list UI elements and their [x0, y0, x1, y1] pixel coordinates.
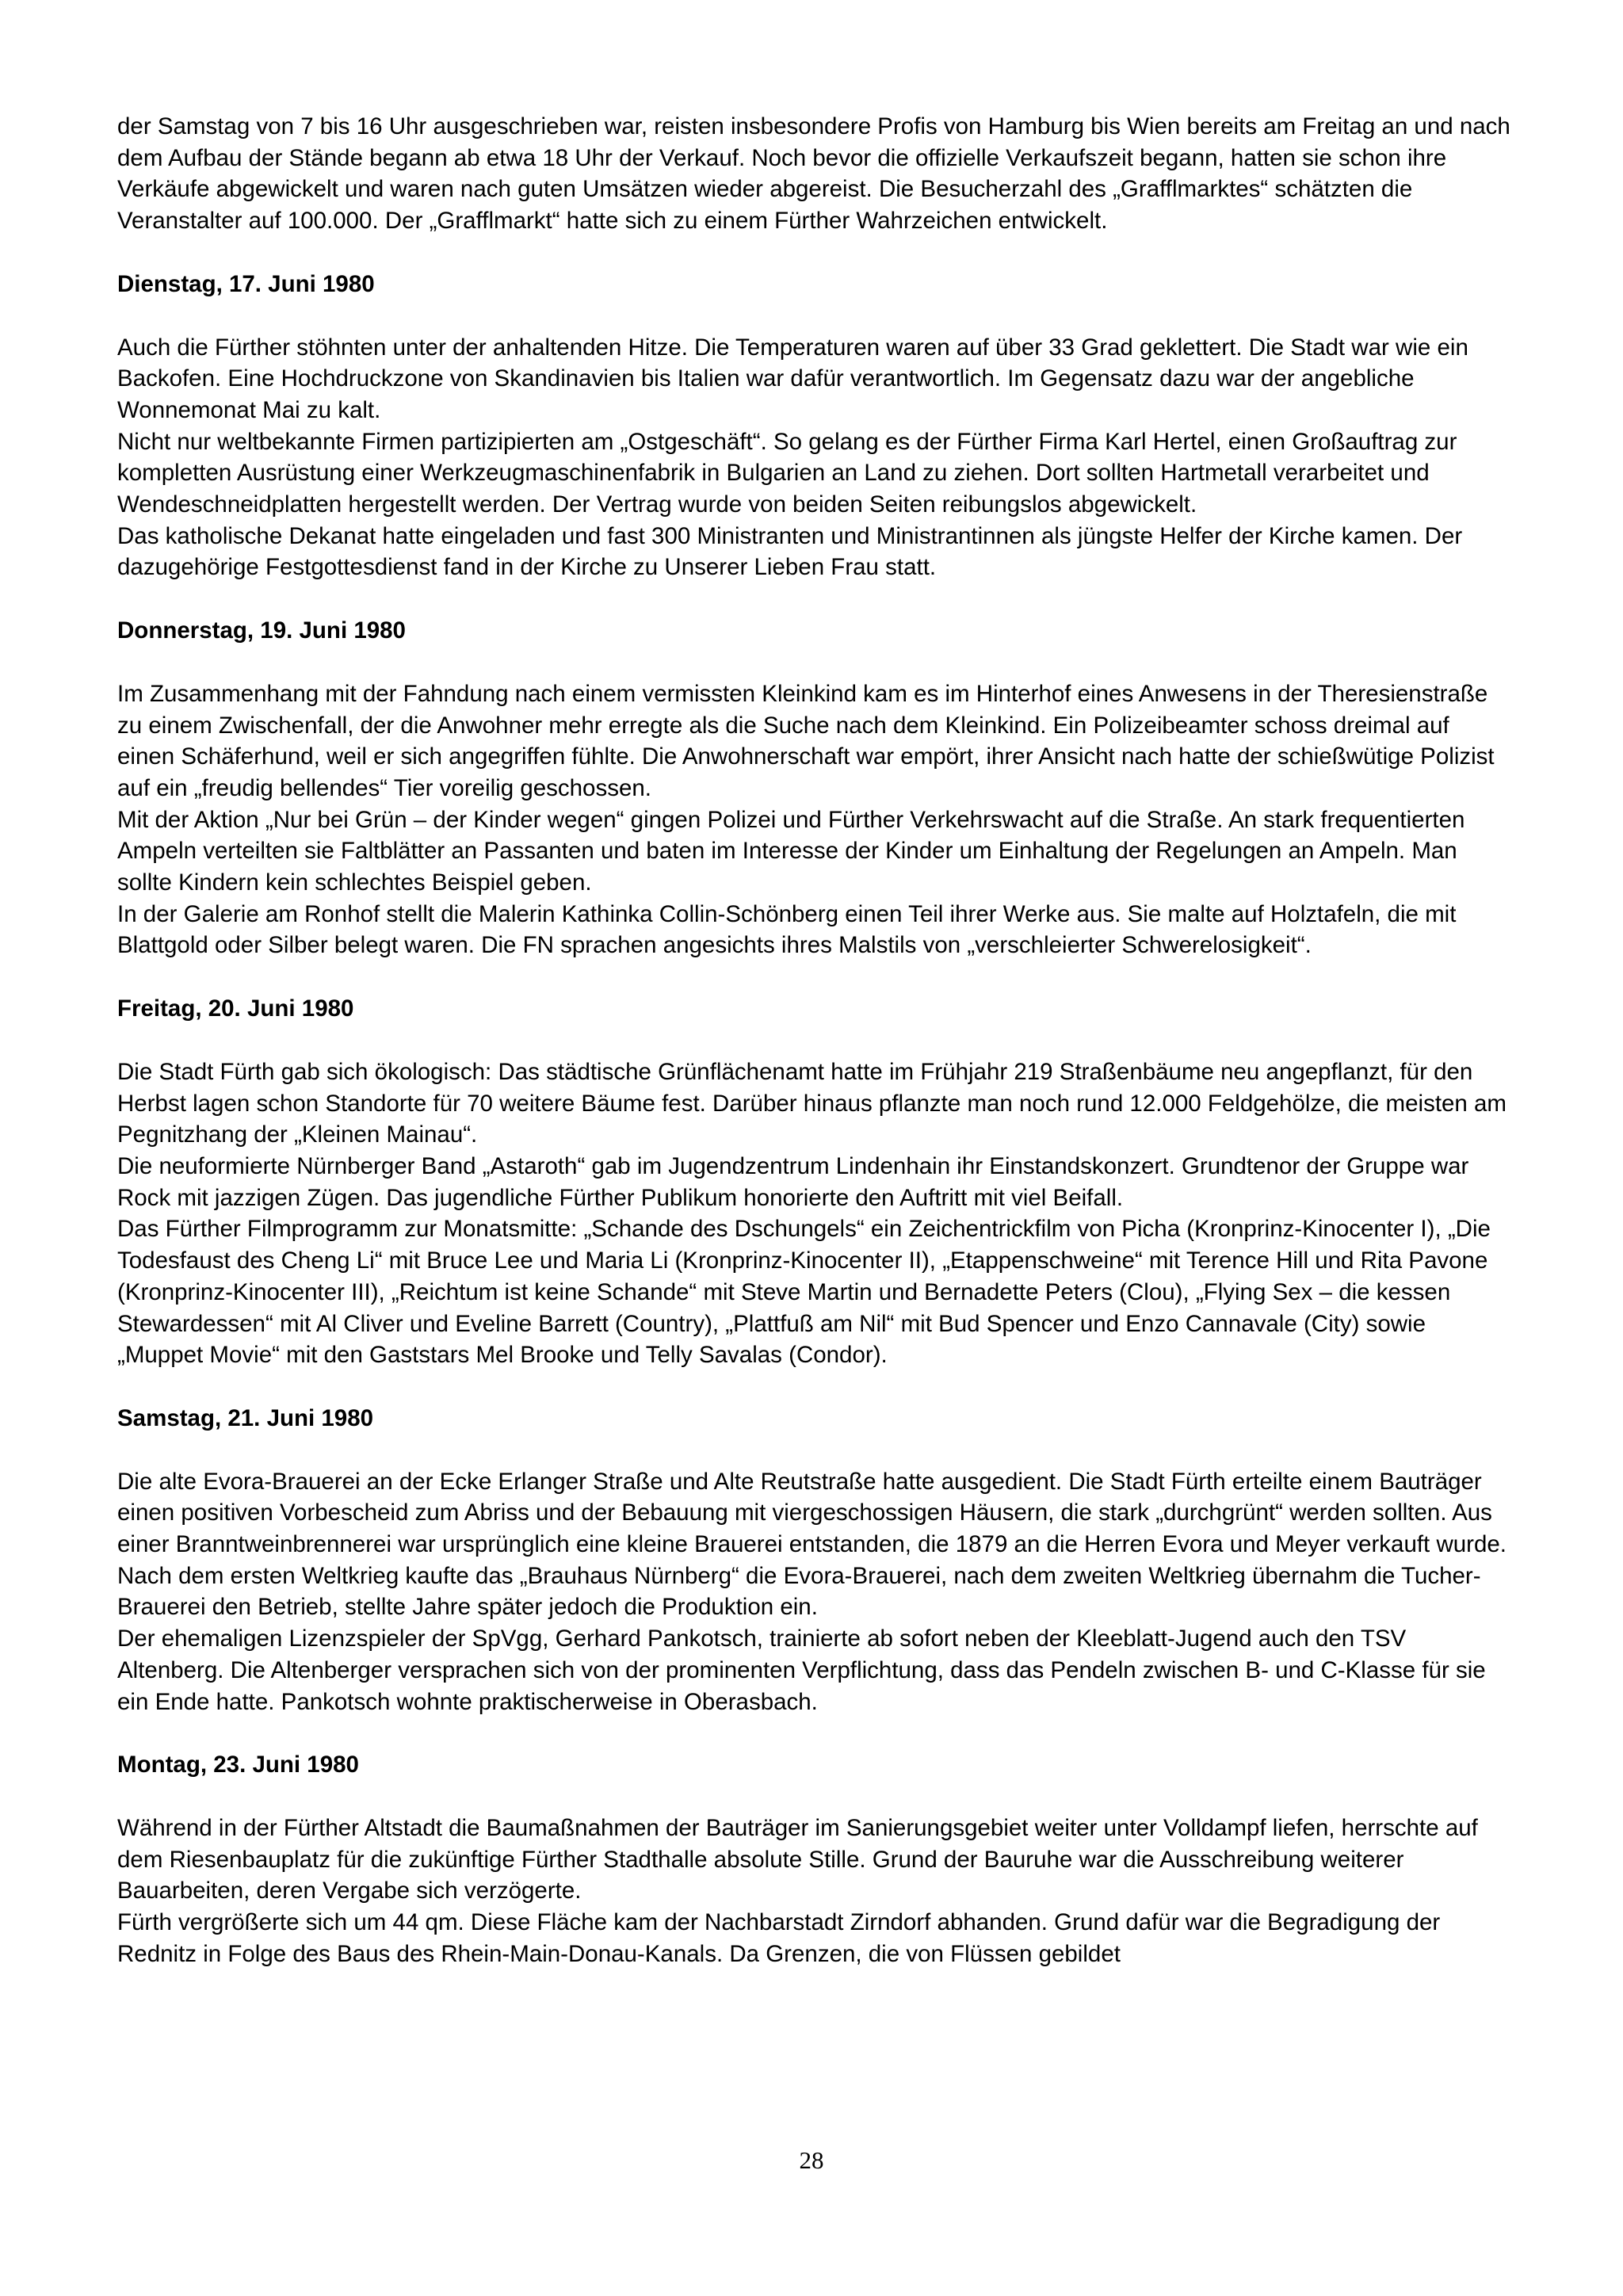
paragraph: Die neuformierte Nürnberger Band „Astaroth“ gab im Jugendzentrum Lindenhain ihr Einstandskonzert. Grundtenor der Gruppe war Rock mit jazzigen Zügen. Das jugendliche Fürther Publikum honorierte den Auftritt mit viel Beifall. — [117, 1152, 1469, 1211]
section-dienstag-17-juni — [117, 269, 1512, 583]
page-body — [117, 111, 1512, 1969]
section-heading: Donnerstag, 19. Juni 1980 — [117, 617, 406, 644]
section-freitag-20-juni — [117, 993, 1512, 1371]
section-montag-23-juni — [117, 1749, 1512, 1969]
paragraph: Auch die Fürther stöhnten unter der anhaltenden Hitze. Die Temperaturen waren auf über 33 Grad geklettert. Die Stadt war wie ein Backofen. Eine Hochdruckzone von Skandinavien bis Italien war dafür verantwortlich. Im Gegensatz dazu war der angebliche Wonnemonat Mai zu kalt. — [117, 334, 1468, 423]
paragraph: Im Zusammenhang mit der Fahndung nach einem vermissten Kleinkind kam es im Hinterhof eines Anwesens in der Theresienstraße zu einem Zwischenfall, der die Anwohner mehr erregte als die Suche nach dem Kleinkind. Ein Polizeibeamter schoss dreimal auf einen Schäferhund, weil er sich angegriffen fühlte. Die Anwohnerschaft war empört, ihrer Ansicht nach hatte der schießwütige Polizist auf ein „freudig bellendes“ Tier voreilig geschossen. — [117, 680, 1495, 801]
section-heading: Dienstag, 17. Juni 1980 — [117, 270, 375, 297]
intro-section — [117, 111, 1512, 237]
paragraph: Der ehemaligen Lizenzspieler der SpVgg, Gerhard Pankotsch, trainierte ab sofort neben der Kleeblatt-Jugend auch den TSV Altenberg. Die Altenberger versprachen sich von der prominenten Verpflichtung, dass das Pendeln zwischen B- und C-Klasse für sie ein Ende hatte. Pankotsch wohnte praktischerweise in Oberasbach. — [117, 1626, 1486, 1715]
paragraph: In der Galerie am Ronhof stellt die Malerin Kathinka Collin-Schönberg einen Teil ihrer Werke aus. Sie malte auf Holztafeln, die mit Blattgold oder Silber belegt waren. Die FN sprachen angesichts ihres Malstils von „verschleierter Schwerelosigkeit“. — [117, 900, 1457, 959]
paragraph: Mit der Aktion „Nur bei Grün – der Kinder wegen“ gingen Polizei und Fürther Verkehrswacht auf die Straße. An stark frequentierten Ampeln verteilten sie Faltblätter an Passanten und baten im Interesse der Kinder um Einhaltung der Regelungen an Ampeln. Man sollte Kindern kein schlechtes Beispiel geben. — [117, 806, 1465, 896]
paragraph: Fürth vergrößerte sich um 44 qm. Diese Fläche kam der Nachbarstadt Zirndorf abhanden. Grund dafür war die Begradigung der Rednitz in Folge des Baus des Rhein-Main-Donau-Kanals. Da Grenzen, die von Flüssen gebildet — [117, 1909, 1441, 1967]
intro-paragraph: der Samstag von 7 bis 16 Uhr ausgeschrieben war, reisten insbesondere Profis von Hamburg bis Wien bereits am Freitag an und nach dem Aufbau der Stände begann ab etwa 18 Uhr der Verkauf. Noch bevor die offizielle Verkaufszeit begann, hatten sie schon ihre Verkäufe abgewickelt und waren nach guten Umsätzen wieder abgereist. Die Besucherzahl des „Grafflmarktes“ schätzten die Veranstalter auf 100.000. Der „Grafflmarkt“ hatte sich zu einem Fürther Wahrzeichen entwickelt. — [117, 113, 1510, 235]
section-heading: Montag, 23. Juni 1980 — [117, 1752, 359, 1778]
paragraph: Die alte Evora-Brauerei an der Ecke Erlanger Straße und Alte Reutstraße hatte ausgedient. Die Stadt Fürth erteilte einem Bauträger einen positiven Vorbescheid zum Abriss und der Bebauung mit viergeschossigen Häusern, die stark „durchgrünt“ werden sollten. Aus einer Branntweinbrennerei war ursprünglich eine kleine Brauerei entstanden, die 1879 an die Herren Evora und Meyer verkauft wurde. Nach dem ersten Weltkrieg kaufte das „Brauhaus Nürnberg“ die Evora-Brauerei, nach dem zweiten Weltkrieg übernahm die Tucher-Brauerei den Betrieb, stellte Jahre später jedoch die Produktion ein. — [117, 1468, 1507, 1621]
paragraph: Die Stadt Fürth gab sich ökologisch: Das städtische Grünflächenamt hatte im Frühjahr 219 Straßenbäume neu angepflanzt, für den Herbst lagen schon Standorte für 70 weitere Bäume fest. Darüber hinaus pflanzte man noch rund 12.000 Feldgehölze, die meisten am Pegnitzhang der „Kleinen Mainau“. — [117, 1058, 1507, 1148]
section-heading: Samstag, 21. Juni 1980 — [117, 1404, 374, 1431]
section-donnerstag-19-juni — [117, 615, 1512, 961]
page-number: 28 — [799, 2146, 824, 2174]
section-heading: Freitag, 20. Juni 1980 — [117, 995, 354, 1022]
paragraph: Während in der Fürther Altstadt die Baumaßnahmen der Bauträger im Sanierungsgebiet weiter unter Volldampf liefen, herrschte auf dem Riesenbauplatz für die zukünftige Fürther Stadthalle absolute Stille. Grund der Bauruhe war die Ausschreibung weiterer Bauarbeiten, deren Vergabe sich verzögerte. — [117, 1814, 1478, 1904]
paragraph: Das Fürther Filmprogramm zur Monatsmitte: „Schande des Dschungels“ ein Zeichentrickfilm von Picha (Kronprinz-Kinocenter I), „Die Todesfaust des Cheng Li“ mit Bruce Lee und Maria Li (Kronprinz-Kinocenter II), „Etappenschweine“ mit Terence Hill und Rita Pavone (Kronprinz-Kinocenter III), „Reichtum ist keine Schande“ mit Steve Martin und Bernadette Peters (Clou), „Flying Sex – die kessen Stewardessen“ mit Al Cliver und Eveline Barrett (Country), „Plattfuß am Nil“ mit Bud Spencer und Enzo Cannavale (City) sowie „Muppet Movie“ mit den Gaststars Mel Brooke und Telly Savalas (Condor). — [117, 1216, 1491, 1369]
paragraph: Nicht nur weltbekannte Firmen partizipierten am „Ostgeschäft“. So gelang es der Fürther Firma Karl Hertel, einen Großauftrag zur kompletten Ausrüstung einer Werkzeugmaschinenfabrik in Bulgarien an Land zu ziehen. Dort sollten Hartmetall verarbeitet und Wendeschneidplatten hergestellt werden. Der Vertrag wurde von beiden Seiten reibungslos abgewickelt. — [117, 428, 1457, 518]
paragraph: Das katholische Dekanat hatte eingeladen und fast 300 Ministranten und Ministrantinnen als jüngste Helfer der Kirche kamen. Der dazugehörige Festgottesdienst fand in der Kirche zu Unserer Lieben Frau statt. — [117, 522, 1463, 581]
section-samstag-21-juni — [117, 1403, 1512, 1717]
